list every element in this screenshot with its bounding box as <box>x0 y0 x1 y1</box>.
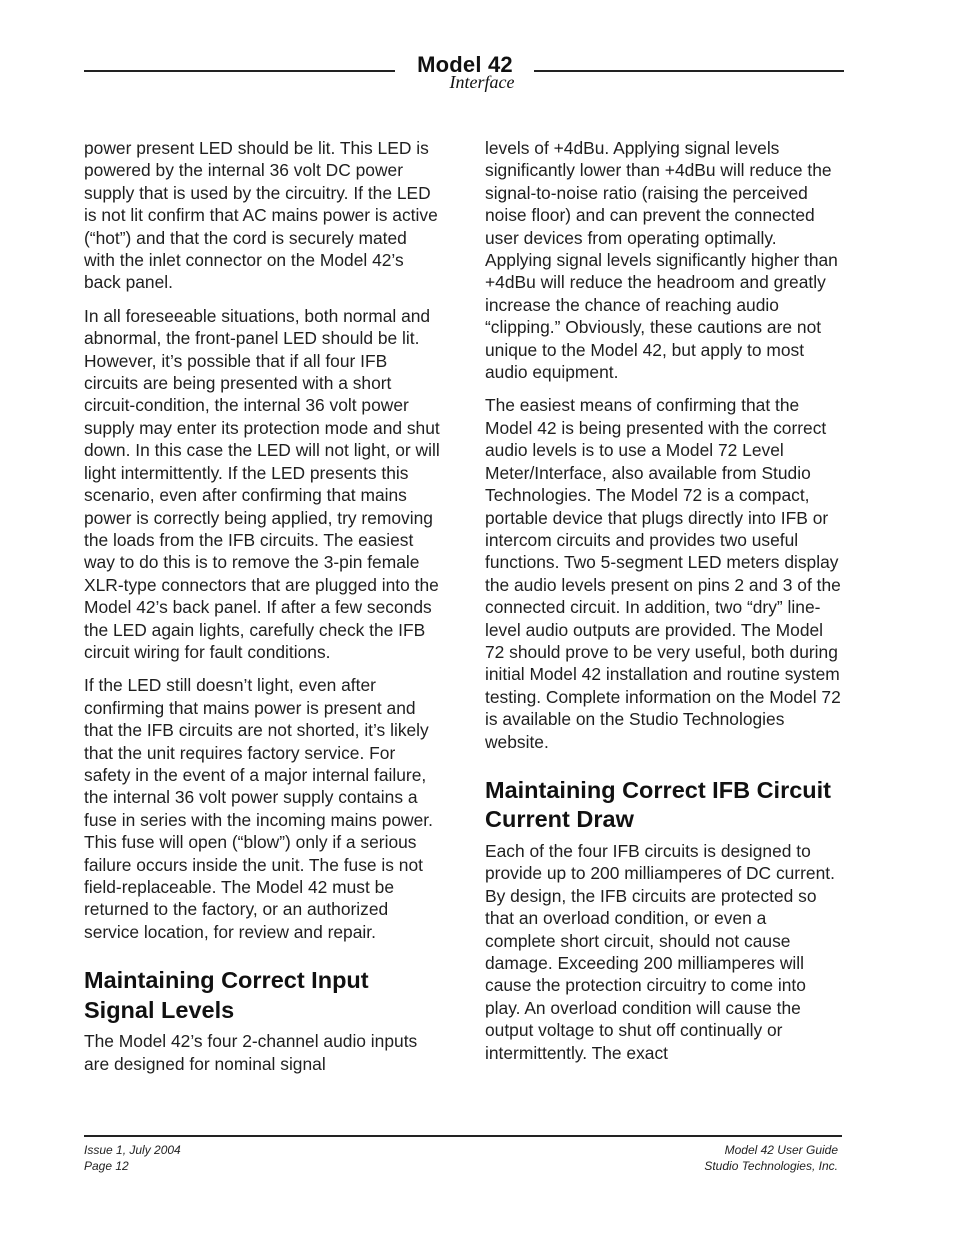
paragraph: The easiest means of confirming that the Model 42 is being presented with the correct audio levels is to use a Model 72 Level Meter/Interface, also available from Studio Technologies. The Model 72 is a compact, portable device that plugs directly into IFB or intercom circuits and provides two useful functions. Two 5-segment LED meters display the audio levels present on pins 2 and 3 of the connected circuit. In addition, two “dry” line-level audio outputs are provided. The Model 72 should prove to be very useful, both during initial Model 42 installation and routine system testing. Complete information on the Model 72 is available on the Studio Technologies website. <box>485 395 841 752</box>
paragraph: Each of the four IFB circuits is designed to provide up to 200 milliamperes of DC current. By design, the IFB circuits are protected so that an overload condition, or even a complete short circuit, should not cause damage. Exceeding 200 milliamperes will cause the protection circuitry to come into play. An overload condition will cause the output voltage to shut off continually or intermittently. The exact <box>485 840 835 1063</box>
paragraph: The Model 42’s four 2-channel audio inputs are designed for nominal signal <box>84 1031 418 1074</box>
footer-rule <box>84 1135 842 1137</box>
right-column <box>485 137 841 1075</box>
company-name: Studio Technologies, Inc. <box>704 1158 838 1173</box>
footer-left <box>84 1143 181 1174</box>
section-heading: Maintaining Correct IFB Circuit Current Draw <box>485 776 831 833</box>
page-header-subtitle: Interface <box>449 72 515 92</box>
page-header-title: Model 42 <box>417 52 513 77</box>
issue-date: Issue 1, July 2004 <box>84 1143 181 1157</box>
footer-right <box>704 1143 838 1174</box>
paragraph: If the LED still doesn’t light, even after confirming that mains power is present and that the IFB circuits are not shorted, it’s likely that the unit requires factory service. For safety in the event of a major internal failure, the internal 36 volt power supply contains a fuse in series with the incoming mains power. This fuse will open (“blow”) only if a serious failure occurs inside the unit. The fuse is not field-replaceable. The Model 42 must be returned to the factory, or an authorized service location, for review and repair. <box>84 675 433 942</box>
header-rule-left <box>84 70 395 72</box>
paragraph: In all foreseeable situations, both normal and abnormal, the front-panel LED should be lit. However, it’s possible that if all four IFB circuits are being presented with a short circuit-condition, the internal 36 volt power supply may enter its protection mode and shut down. In this case the LED will not light, or will light intermittently. If the LED presents this scenario, even after confirming that mains power is correctly being applied, try removing the loads from the IFB circuits. The easiest way to do this is to remove the 3-pin female XLR-type connectors that are plugged into the Model 42’s back panel. If after a few seconds the LED again lights, carefully check the IFB circuit wiring for fault conditions. <box>84 305 440 662</box>
document-title: Model 42 User Guide <box>724 1143 838 1157</box>
paragraph: levels of +4dBu. Applying signal levels significantly lower than +4dBu will reduce the signal-to-noise ratio (raising the perceived noise floor) and can prevent the connected user devices from operating optimally. Applying signal levels significantly higher than +4dBu will reduce the headroom and greatly increase the chance of reaching audio “clipping.” Obviously, these cautions are not unique to the Model 42, but apply to most audio equipment. <box>485 138 838 383</box>
page-number: Page 12 <box>84 1158 129 1173</box>
header-rule-right <box>534 70 844 72</box>
section-heading: Maintaining Correct Input Signal Levels <box>84 967 369 1023</box>
left-column <box>84 137 440 1086</box>
paragraph: power present LED should be lit. This LED is powered by the internal 36 volt DC power supply that is used by the circuitry. If the LED is not lit confirm that AC mains power is active (“hot”) and that the cord is securely mated with the inlet connector on the Model 42’s back panel. <box>84 138 438 293</box>
